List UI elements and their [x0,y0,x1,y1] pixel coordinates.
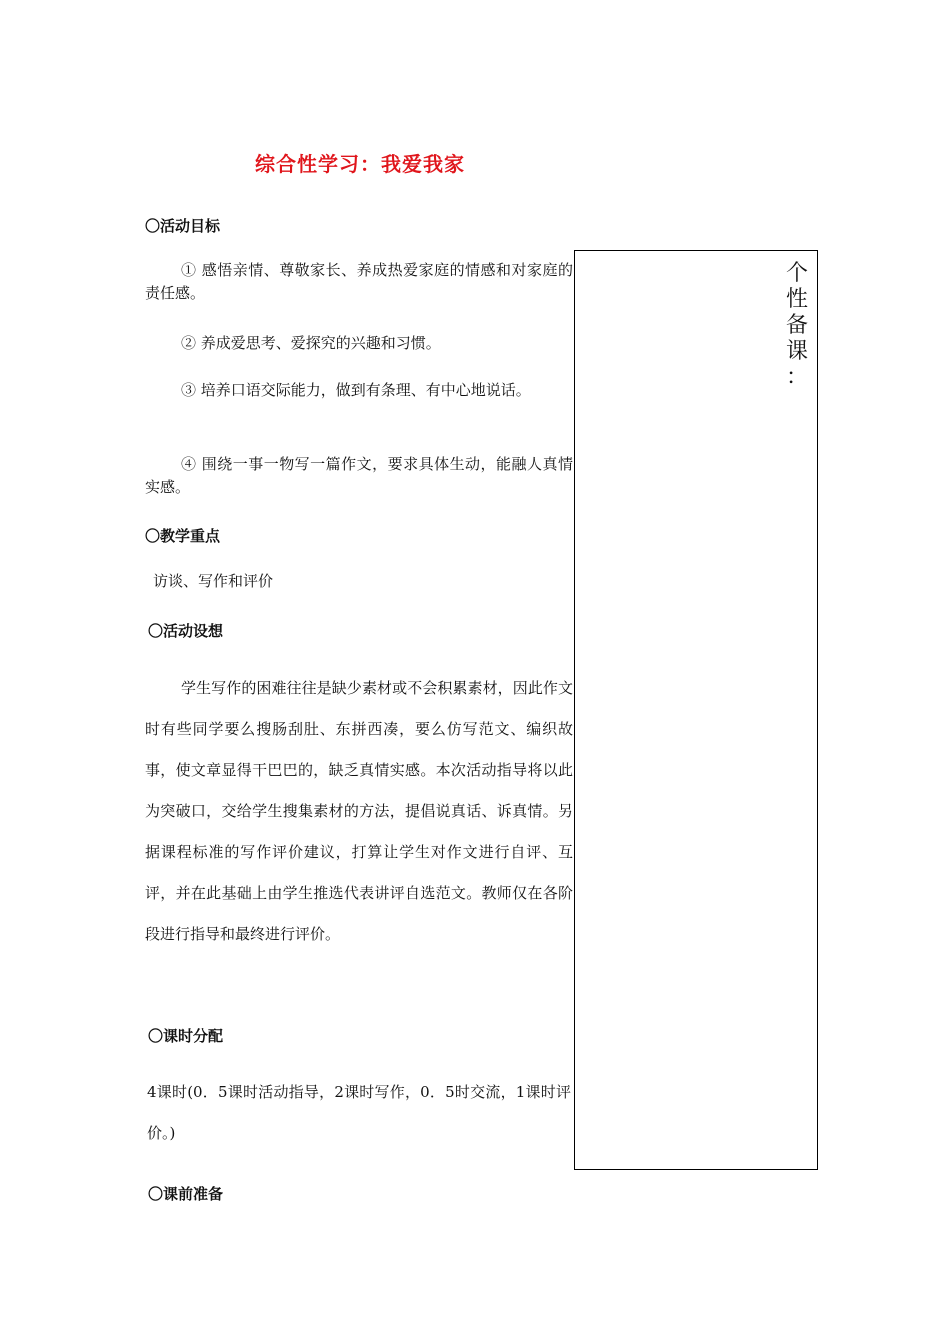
schedule-heading: 〇课时分配 [148,1027,224,1045]
personal-prep-box [574,250,818,1170]
goal-item-3: ③ 培养口语交际能力，做到有条理、有中心地说话。 [181,381,531,399]
goals-heading: 〇活动目标 [145,217,221,235]
goal-item-1: ① 感悟亲情、尊敬家长、养成热爱家庭的情感和对家庭的责任感。 [145,261,573,302]
label-char: 个 [785,261,808,286]
design-heading: 〇活动设想 [148,622,224,640]
label-char: 性 [785,287,808,312]
goal-item-4: ④ 围绕一事一物写一篇作文，要求具体生动，能融人真情实感。 [145,455,573,496]
design-text: 学生写作的困难往往是缺少素材或不会积累素材，因此作文时有些同学要么搜肠刮肚、东拼西凑，要么仿写范文、编织故事，使文章显得干巴巴的，缺乏真情实感。本次活动指导将以此为突破口，交给学生搜集素材的方法，提倡说真话、诉真情。另据课程标准的写作评价建议，打算让学生对作文进行自评、互评，并在此基础上由学生推选代表讲评自选范文。教师仅在各阶段进行指导和最终进行评价。 [145,679,573,943]
goal-item-2: ② 养成爱思考、爱探究的兴趣和习惯。 [181,334,441,352]
schedule-text: 4课时(0．5课时活动指导，2课时写作，0．5时交流，1课时评价。) [147,1083,571,1142]
label-char: ： [785,365,808,390]
focus-heading: 〇教学重点 [145,527,221,545]
prep-heading: 〇课前准备 [148,1185,224,1203]
label-char: 备 [785,313,808,338]
page-title: 综合性学习：我爱我家 [255,152,465,176]
label-char: 课 [785,339,808,364]
personal-prep-label [783,261,811,391]
focus-text: 访谈、写作和评价 [153,572,274,590]
